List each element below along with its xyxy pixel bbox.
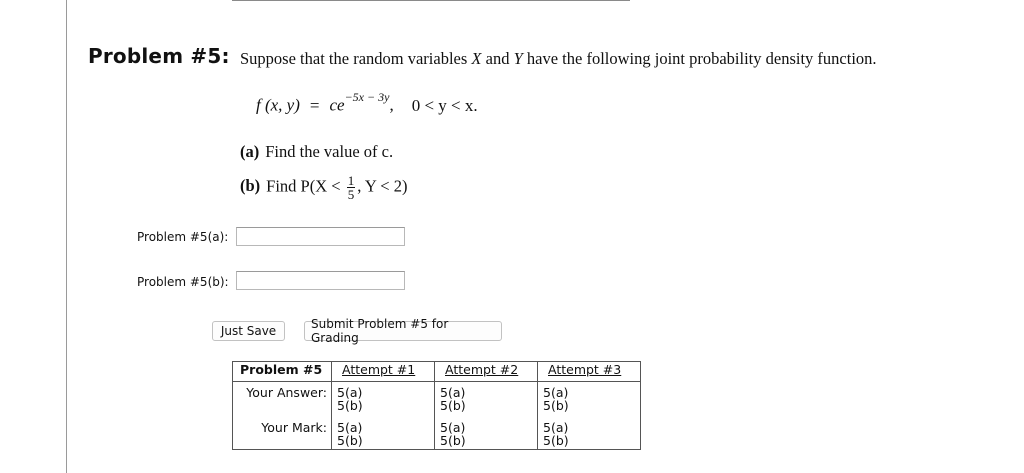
part-b-text-post: , Y < 2)	[357, 176, 408, 196]
mark-part-b: 5(b)	[543, 433, 569, 448]
mark-part-a: 5(a)	[337, 420, 363, 435]
just-save-button[interactable]: Just Save	[212, 321, 285, 341]
problem-statement	[240, 49, 877, 69]
fraction-denominator: 5	[347, 187, 355, 202]
attempt-3-header	[538, 362, 641, 382]
formula-comma: ,	[389, 95, 394, 115]
statement-prefix: Suppose that the random variables	[240, 49, 472, 68]
attempts-table	[232, 361, 641, 450]
answer-input-5b[interactable]	[236, 271, 405, 290]
attempts-table-corner: Problem #5	[233, 362, 332, 382]
statement-and: and	[481, 49, 514, 68]
part-b-label: (b)	[240, 176, 261, 196]
attempt-2-mark	[435, 418, 538, 450]
attempt-3-answer	[538, 382, 641, 419]
attempt-1-header	[332, 362, 435, 382]
submit-grading-button[interactable]: Submit Problem #5 for Grading	[304, 321, 502, 341]
answer-part-b: 5(b)	[440, 398, 466, 413]
mark-part-a: 5(a)	[543, 420, 569, 435]
attempt-1-link[interactable]: Attempt #1	[342, 362, 416, 377]
answer-part-a: 5(a)	[440, 385, 466, 400]
answer-label-5a: Problem #5(a):	[137, 230, 229, 244]
attempt-3-link[interactable]: Attempt #3	[548, 362, 622, 377]
attempt-1-answer	[332, 382, 435, 419]
variable-x: X	[471, 49, 482, 68]
part-b-text-pre: Find P(X <	[266, 176, 341, 196]
statement-suffix: have the following joint probability density function.	[522, 49, 877, 68]
fraction-numerator: 1	[347, 173, 355, 188]
formula-exponent: −5x − 3y	[344, 90, 390, 104]
mark-part-b: 5(b)	[440, 433, 466, 448]
formula-ce: ce	[329, 95, 345, 115]
formula-domain: 0 < y < x.	[411, 95, 478, 115]
mark-part-a: 5(a)	[440, 420, 466, 435]
variable-y: Y	[513, 49, 523, 68]
problem-title: Problem #5:	[88, 44, 230, 68]
your-answer-label: Your Answer:	[246, 385, 327, 400]
density-formula	[256, 90, 478, 116]
attempt-3-mark	[538, 418, 641, 450]
mark-part-b: 5(b)	[337, 433, 363, 448]
attempt-2-link[interactable]: Attempt #2	[445, 362, 519, 377]
answer-label-5b: Problem #5(b):	[137, 275, 229, 289]
answer-part-b: 5(b)	[543, 398, 569, 413]
answer-part-a: 5(a)	[543, 385, 569, 400]
page-left-border	[66, 0, 67, 473]
part-a-text: Find the value of c.	[265, 142, 394, 161]
attempt-1-mark	[332, 418, 435, 450]
part-a-label: (a)	[240, 142, 260, 161]
answer-part-b: 5(b)	[337, 398, 363, 413]
answer-part-a: 5(a)	[337, 385, 363, 400]
your-mark-label: Your Mark:	[261, 420, 327, 435]
attempt-2-answer	[435, 382, 538, 419]
fraction-one-fifth	[347, 174, 356, 201]
part-b	[240, 174, 407, 201]
top-divider	[232, 0, 630, 1]
formula-equals: =	[309, 95, 320, 115]
formula-lhs: f (x, y)	[256, 95, 300, 115]
answer-input-5a[interactable]	[236, 227, 405, 246]
attempt-2-header	[435, 362, 538, 382]
part-a	[240, 142, 393, 162]
